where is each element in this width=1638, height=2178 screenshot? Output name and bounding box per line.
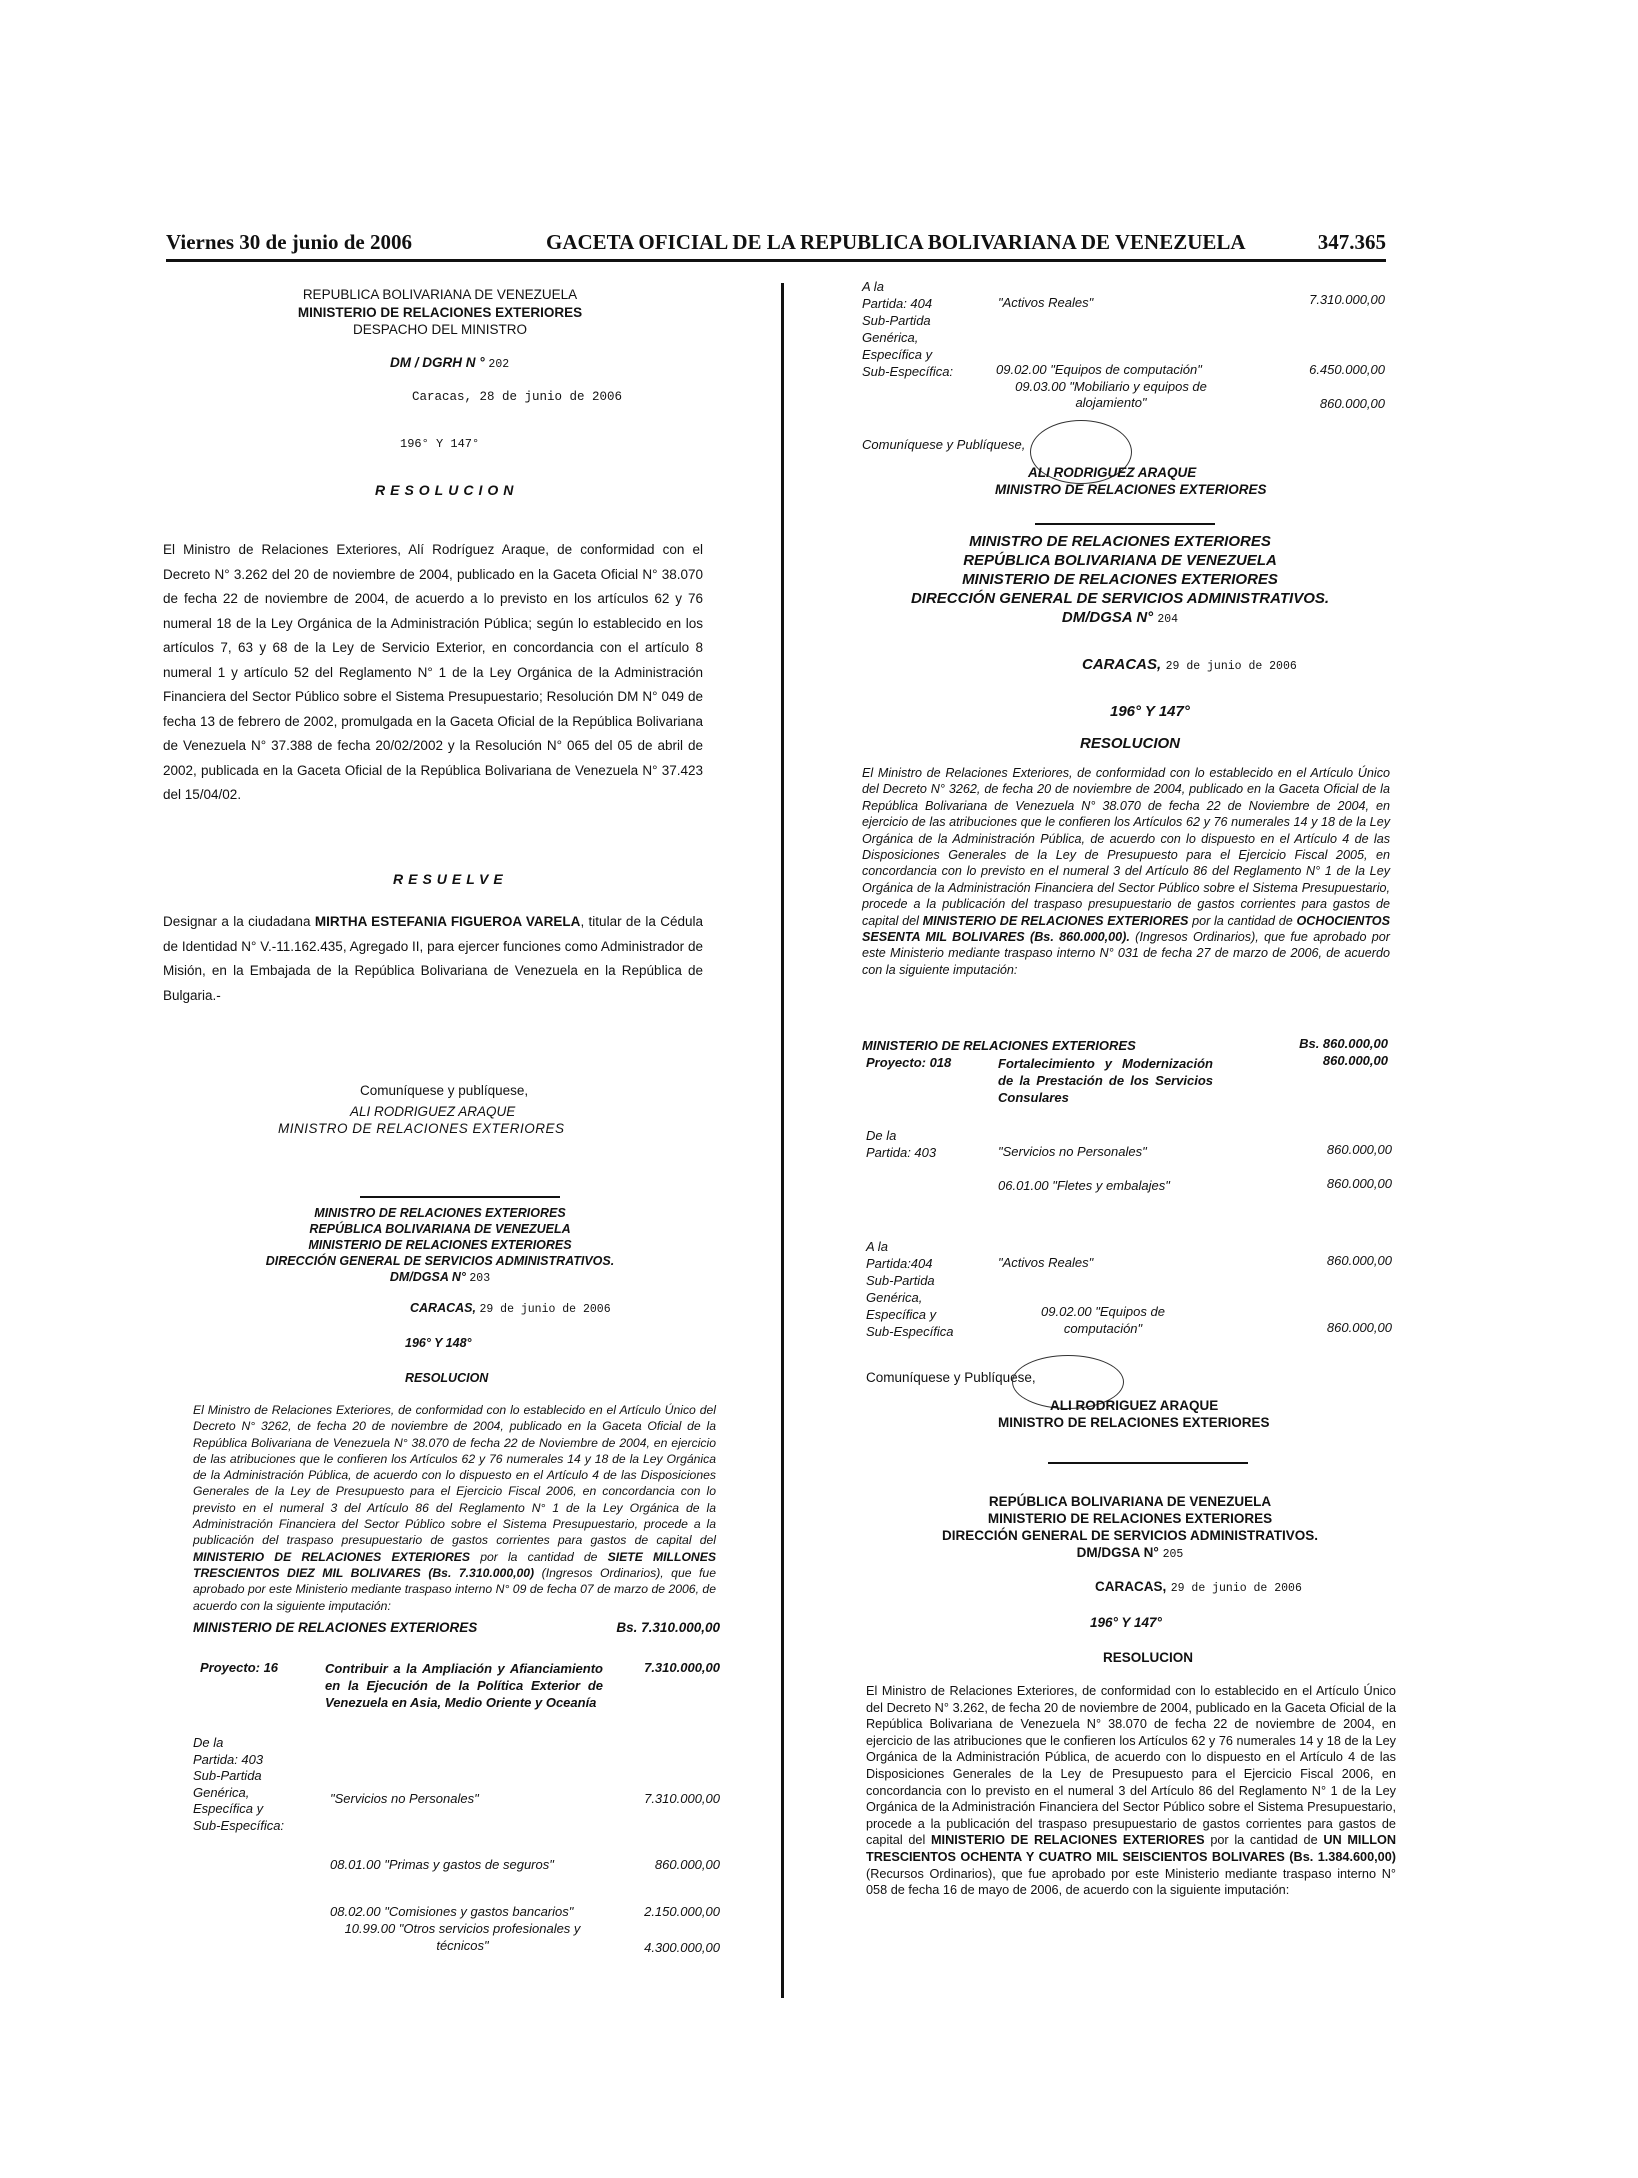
res205-heading: RESOLUCION (1103, 1650, 1194, 1665)
cont203-item2: 09.03.00 "Mobiliario y equipos de alojamiento" (1015, 379, 1207, 410)
res204-ala-labels (866, 1238, 953, 1340)
res202-number-value: 202 (488, 358, 510, 371)
res202-place-date: Caracas, 28 de junio de 2006 (412, 390, 623, 404)
cont203-ala-5: Sub-Específica: (862, 364, 954, 379)
res202-resuelve-post: , titular de la Cédula de Identidad N° V.-11.162.435, Agregado II, para ejercer funciones como Administrador de Misión, en la Embajada de la República Bolivariana de Venezuela en la República de Bulgaria.- (163, 914, 703, 1003)
gazette-title: GACETA OFICIAL DE LA REPUBLICA BOLIVARIANA DE VENEZUELA (546, 230, 1246, 254)
res204-ala-5: Sub-Específica (866, 1324, 954, 1339)
res205-body-amount: UN MILLON TRESCIENTOS OCHENTA Y CUATRO MIL SEISCIENTOS BOLIVARES (Bs. 1.384.600,00) (866, 1833, 1396, 1864)
res205-body (866, 1683, 1396, 1899)
res203-item-2-desc: 08.02.00 "Comisiones y gastos bancarios" (330, 1904, 574, 1919)
res203-line3: MINISTERIO DE RELACIONES EXTERIORES (308, 1238, 572, 1252)
res203-heading-block (200, 1205, 680, 1287)
res204-activos: "Activos Reales" (998, 1255, 1094, 1270)
res203-dela-labels (193, 1735, 284, 1834)
cont203-activos-amount: 7.310.000,00 (1309, 292, 1385, 307)
cont203-activos: "Activos Reales" (998, 295, 1094, 310)
res203-place-date (410, 1300, 611, 1318)
header-rule (166, 259, 1386, 262)
res205-body-ministry: MINISTERIO DE RELACIONES EXTERIORES (930, 1833, 1205, 1848)
res204-dela-1: Partida: 403 (866, 1145, 937, 1160)
res204-dela-labels (866, 1127, 936, 1161)
res204-servicios-amount: 860.000,00 (1326, 1142, 1392, 1157)
res203-body-post: (Ingresos Ordinarios), que fue aprobado por este Ministerio mediante traspaso interno N° 09 de fecha 07 de marzo de 2006, de acuerdo con la siguiente imputación: (193, 1565, 716, 1613)
res204-ministry: MINISTERIO DE RELACIONES EXTERIORES (862, 1038, 1136, 1053)
res203-line1: MINISTRO DE RELACIONES EXTERIORES (314, 1206, 566, 1220)
res205-heading-block (880, 1493, 1380, 1563)
res204-ala-4: Específica y (866, 1307, 937, 1322)
res203-proyecto-desc: Contribuir a la Ampliación y Afianciamiento en la Ejecución de la Política Exterior de Venezuela en Asia, Medio Oriente y Oceanía (325, 1661, 603, 1710)
res204-body-pre: El Ministro de Relaciones Exteriores, de conformidad con lo establecido en el Artículo Único del Decreto N° 3262, de fecha 20 de noviembre de 2004, publicado en la Gaceta Oficial de la República Bolivariana de Venezuela N° 38.070 de fecha 22 de Noviembre de 2004, en ejercicio de las atribuciones que le confieren los Artículos 62 y 76 numerales 14 y 18 de la Ley Orgánica de la Administración Pública, de acuerdo con lo dispuesto en el Artículo 4 de las Disposiciones Generales de la Ley de Presupuesto para el Ejercicio Fiscal 2005, en concordancia con lo previsto en el numeral 3 del Artículo 86 del Reglamento N° 1 de la Ley Orgánica de la Administración Financiera del Sector Público sobre el Sistema Presupuestario, procede a la publicación del traspaso presupuestario de gastos corrientes para gastos de capital del (862, 766, 1390, 928)
cont203-comuniquese: Comuníquese y Publíquese, (862, 437, 1026, 452)
res202-heading-block (220, 286, 660, 339)
res203-dela-1: Partida: 403 (193, 1751, 264, 1767)
res203-years: 196° Y 148° (405, 1336, 472, 1350)
res203-date: 29 de junio de 2006 (479, 1303, 611, 1316)
res205-line3: DIRECCIÓN GENERAL DE SERVICIOS ADMINISTRATIVOS. (941, 1528, 1319, 1543)
res204-proyecto-desc: Fortalecimiento y Modernización de la Prestación de los Servicios Consulares (998, 1056, 1213, 1105)
res204-fletes-amount: 860.000,00 (1326, 1176, 1392, 1191)
res203-ministry-amount: Bs. 7.310.000,00 (616, 1620, 720, 1635)
res203-place: CARACAS, (410, 1301, 476, 1315)
res204-ala-2: Sub-Partida (866, 1273, 935, 1288)
res205-number-label: DM/DGSA N° (1076, 1545, 1159, 1560)
res204-number-label: DM/DGSA N° (1061, 609, 1154, 626)
res204-number-value: 204 (1157, 613, 1179, 626)
res204-signer: ALI RODRIGUEZ ARAQUE (1050, 1398, 1219, 1413)
cont203-ala-0: A la (862, 279, 884, 294)
res204-heading: RESOLUCION (1080, 735, 1181, 752)
res204-ala-1: Partida:404 (866, 1256, 933, 1271)
res203-proyecto-label: Proyecto: 16 (200, 1660, 279, 1675)
cont203-item1-amount: 6.450.000,00 (1309, 362, 1385, 377)
res203-body-mid: por la cantidad de (470, 1549, 608, 1564)
res202-signer-title: MINISTRO DE RELACIONES EXTERIORES (278, 1121, 565, 1136)
res203-body-ministry: MINISTERIO DE RELACIONES EXTERIORES (193, 1549, 471, 1564)
res205-years: 196° Y 147° (1090, 1615, 1162, 1630)
issue-date: Viernes 30 de junio de 2006 (166, 230, 412, 254)
res203-item-1-desc: 08.01.00 "Primas y gastos de seguros" (330, 1857, 554, 1872)
separator-rule (360, 1196, 560, 1198)
res204-signer-title: MINISTRO DE RELACIONES EXTERIORES (998, 1415, 1270, 1430)
res203-dela-0: De la (193, 1735, 224, 1750)
res204-ala-0: A la (866, 1239, 888, 1254)
res204-proyecto-label: Proyecto: 018 (866, 1055, 952, 1070)
res204-equipos-amount: 860.000,00 (1326, 1320, 1392, 1335)
res202-resuelve: RESUELVE (393, 871, 508, 887)
res203-dela-5: Sub-Específica: (193, 1817, 285, 1833)
res202-resuelve-pre: Designar a la ciudadana (163, 914, 315, 929)
res203-dela-4: Específica y (193, 1801, 264, 1816)
cont203-ala-3: Genérica, (862, 330, 919, 345)
res203-body-pre: El Ministro de Relaciones Exteriores, de conformidad con lo establecido en el Artículo Único del Decreto N° 3262, de fecha 20 de noviembre de 2004, publicado en la Gaceta Oficial de la República Bolivariana de Venezuela N° 38.070 de fecha 22 de Noviembre de 2004, en ejercicio de las atribuciones que le confieren los Artículos 62 y 76 numerales 14 y 18 de la Ley Orgánica de la Administración Pública, de acuerdo con lo dispuesto en el Artículo 4 de las Disposiciones Generales de la Ley de Presupuesto para el Ejercicio Fiscal 2006, en concordancia con lo previsto en el numeral 3 del Artículo 86 del Reglamento N° 1 de la Ley Orgánica de la Administración Financiera del Sector Público sobre el Sistema Presupuestario, procede a la publicación del traspaso presupuestario de gastos corrientes para gastos de capital del (193, 1403, 716, 1548)
res204-heading-block (860, 532, 1380, 629)
res202-comuniquese: Comuníquese y publíquese, (360, 1083, 529, 1098)
cont203-item2-amount: 860.000,00 (1319, 396, 1385, 411)
res204-equipos: 09.02.00 "Equipos de computación" (1041, 1304, 1165, 1336)
res202-designee-name: MIRTHA ESTEFANIA FIGUEROA VARELA (314, 914, 581, 929)
res203-dela-2: Sub-Partida (193, 1768, 262, 1783)
res202-line1: REPUBLICA BOLIVARIANA DE VENEZUELA (302, 287, 578, 302)
res205-place-date (1095, 1578, 1302, 1596)
res203-item-0-amount: 7.310.000,00 (644, 1791, 720, 1806)
page-number: 347.365 (1317, 230, 1386, 254)
res204-place-date (1082, 656, 1297, 674)
res202-signer: ALI RODRIGUEZ ARAQUE (350, 1104, 516, 1119)
res204-body-mid: por la cantidad de (1188, 913, 1297, 928)
res203-line4: DIRECCIÓN GENERAL DE SERVICIOS ADMINISTRATIVOS. (265, 1254, 615, 1268)
cont203-item1: 09.02.00 "Equipos de computación" (996, 362, 1202, 377)
res204-activos-amount: 860.000,00 (1326, 1253, 1392, 1268)
res204-date: 29 de junio de 2006 (1165, 660, 1297, 673)
res203-body-amount: SIETE MILLONES TRESCIENTOS DIEZ MIL BOLIVARES (Bs. 7.310.000,00) (193, 1549, 716, 1580)
res203-item-0-desc: "Servicios no Personales" (330, 1791, 479, 1806)
res203-item-3-amount: 4.300.000,00 (644, 1940, 720, 1955)
res204-body-post: (Ingresos Ordinarios), que fue aprobado por este Ministerio mediante traspaso interno N° 031 de fecha 27 de marzo de 2006, de acuerdo con la siguiente imputación: (862, 930, 1390, 977)
res204-dela-0: De la (866, 1128, 897, 1143)
res203-heading: RESOLUCION (405, 1371, 489, 1385)
res202-number-label: DM / DGRH N ° (390, 355, 485, 370)
res204-proyecto-amount: 860.000,00 (1322, 1053, 1388, 1068)
res203-number-label: DM/DGSA N° (389, 1270, 466, 1284)
res202-number (390, 354, 509, 374)
res203-item-1-amount: 860.000,00 (654, 1857, 720, 1872)
res204-ala-3: Genérica, (866, 1290, 923, 1305)
res202-heading: RESOLUCION (375, 482, 519, 498)
res203-number-value: 203 (469, 1272, 491, 1285)
res203-body (193, 1402, 716, 1614)
res204-line1: MINISTRO DE RELACIONES EXTERIORES (969, 533, 1271, 550)
res204-comuniquese: Comuníquese y Publíquese, (866, 1370, 1036, 1385)
res205-number-value: 205 (1162, 1548, 1184, 1561)
res204-line2: REPÚBLICA BOLIVARIANA DE VENEZUELA (963, 552, 1277, 569)
res205-line1: REPÚBLICA BOLIVARIANA DE VENEZUELA (988, 1494, 1272, 1509)
res204-servicios: "Servicios no Personales" (998, 1144, 1147, 1159)
res204-line3: MINISTERIO DE RELACIONES EXTERIORES (962, 571, 1278, 588)
res204-body (862, 765, 1390, 978)
cont203-ala-2: Sub-Partida (862, 313, 931, 328)
cont203-ala-4: Específica y (862, 347, 933, 362)
cont203-ala-labels (862, 278, 953, 380)
res205-body-pre: El Ministro de Relaciones Exteriores, de conformidad con lo establecido en el Artículo Único del Decreto N° 3.262, de fecha 20 de noviembre de 2004, publicado en la Gaceta Oficial de la República Bolivariana de Venezuela N° 38.070 de fecha 22 de noviembre de 2004, en ejercicio de las atribuciones que le confieren los Artículos 62 y 76 numerales 14 y 18 de la Ley Orgánica de la Administración Pública, de acuerdo con lo dispuesto en el Artículo 4 de las Disposiciones Generales de la Ley de Presupuesto para el Ejercicio Fiscal 2006, en concordancia con lo previsto en el numeral 3 del Artículo 86 del Reglamento N° 1 de la Ley Orgánica de la Administración Financiera del Sector Público sobre el Sistema Presupuestario, procede a la publicación del traspaso presupuestario de gastos corrientes para gastos de capital del (866, 1684, 1396, 1848)
res202-line3: DESPACHO DEL MINISTRO (352, 322, 528, 337)
separator-rule (1048, 1462, 1248, 1464)
res202-resuelve-body (163, 910, 703, 1008)
res204-body-amount: OCHOCIENTOS SESENTA MIL BOLIVARES (Bs. 860.000,00). (862, 913, 1390, 945)
res204-fletes: 06.01.00 "Fletes y embalajes" (998, 1178, 1170, 1193)
res203-ministry: MINISTERIO DE RELACIONES EXTERIORES (193, 1620, 478, 1635)
page-header (166, 230, 1386, 260)
separator-rule (1035, 523, 1215, 525)
res204-years: 196° Y 147° (1110, 703, 1190, 720)
res202-years: 196° Y 147° (400, 437, 480, 451)
res205-body-post: (Recursos Ordinarios), que fue aprobado por este Ministerio mediante traspaso interno N° 058 de fecha 16 de mayo de 2006, de acuerdo con la siguiente imputación: (866, 1866, 1396, 1898)
column-divider (781, 283, 784, 1998)
res204-ministry-amount: Bs. 860.000,00 (1299, 1036, 1388, 1051)
res204-place: CARACAS, (1082, 656, 1162, 673)
cont203-ala-1: Partida: 404 (862, 296, 933, 311)
res205-body-mid: por la cantidad de (1204, 1833, 1324, 1848)
res202-line2: MINISTERIO DE RELACIONES EXTERIORES (297, 304, 583, 320)
res203-line2: REPÚBLICA BOLIVARIANA DE VENEZUELA (309, 1222, 571, 1236)
res204-body-ministry: MINISTERIO DE RELACIONES EXTERIORES (922, 913, 1189, 928)
res204-line4: DIRECCIÓN GENERAL DE SERVICIOS ADMINISTRATIVOS. (910, 590, 1330, 607)
res203-dela-3: Genérica, (193, 1784, 250, 1800)
res203-item-3-desc: 10.99.00 "Otros servicios profesionales y técnicos" (344, 1921, 581, 1953)
res205-line2: MINISTERIO DE RELACIONES EXTERIORES (987, 1511, 1273, 1526)
res203-item-2-amount: 2.150.000,00 (644, 1904, 720, 1919)
res203-proyecto-amount: 7.310.000,00 (644, 1660, 720, 1675)
res202-body: El Ministro de Relaciones Exteriores, Alí Rodríguez Araque, de conformidad con el Decreto N° 3.262 del 20 de noviembre de 2004, publicado en la Gaceta Oficial N° 38.070 de fecha 22 de noviembre de 2004, de acuerdo a lo previsto en los artículos 62 y 76 numeral 18 de la Ley Orgánica de la Administración Pública; según lo establecido en los artículos 7, 63 y 68 de la Ley de Servicio Exterior, en concordancia con el artículo 8 numeral 1 y artículo 52 del Reglamento N° 1 de la Ley Orgánica de la Administración Financiera del Sector Público sobre el Sistema Presupuestario; Resolución DM N° 049 de fecha 13 de febrero de 2002, promulgada en la Gaceta Oficial de la República Bolivariana de Venezuela N° 37.388 de fecha 20/02/2002 y la Resolución N° 065 del 05 de abril de 2002, publicada en la Gaceta Oficial de la República Bolivariana de Venezuela N° 37.423 del 15/04/02. (163, 542, 703, 802)
res205-place: CARACAS, (1095, 1579, 1167, 1594)
cont203-signer: ALI RODRIGUEZ ARAQUE (1028, 465, 1197, 480)
res205-date: 29 de junio de 2006 (1170, 1582, 1302, 1595)
cont203-signer-title: MINISTRO DE RELACIONES EXTERIORES (995, 482, 1267, 497)
